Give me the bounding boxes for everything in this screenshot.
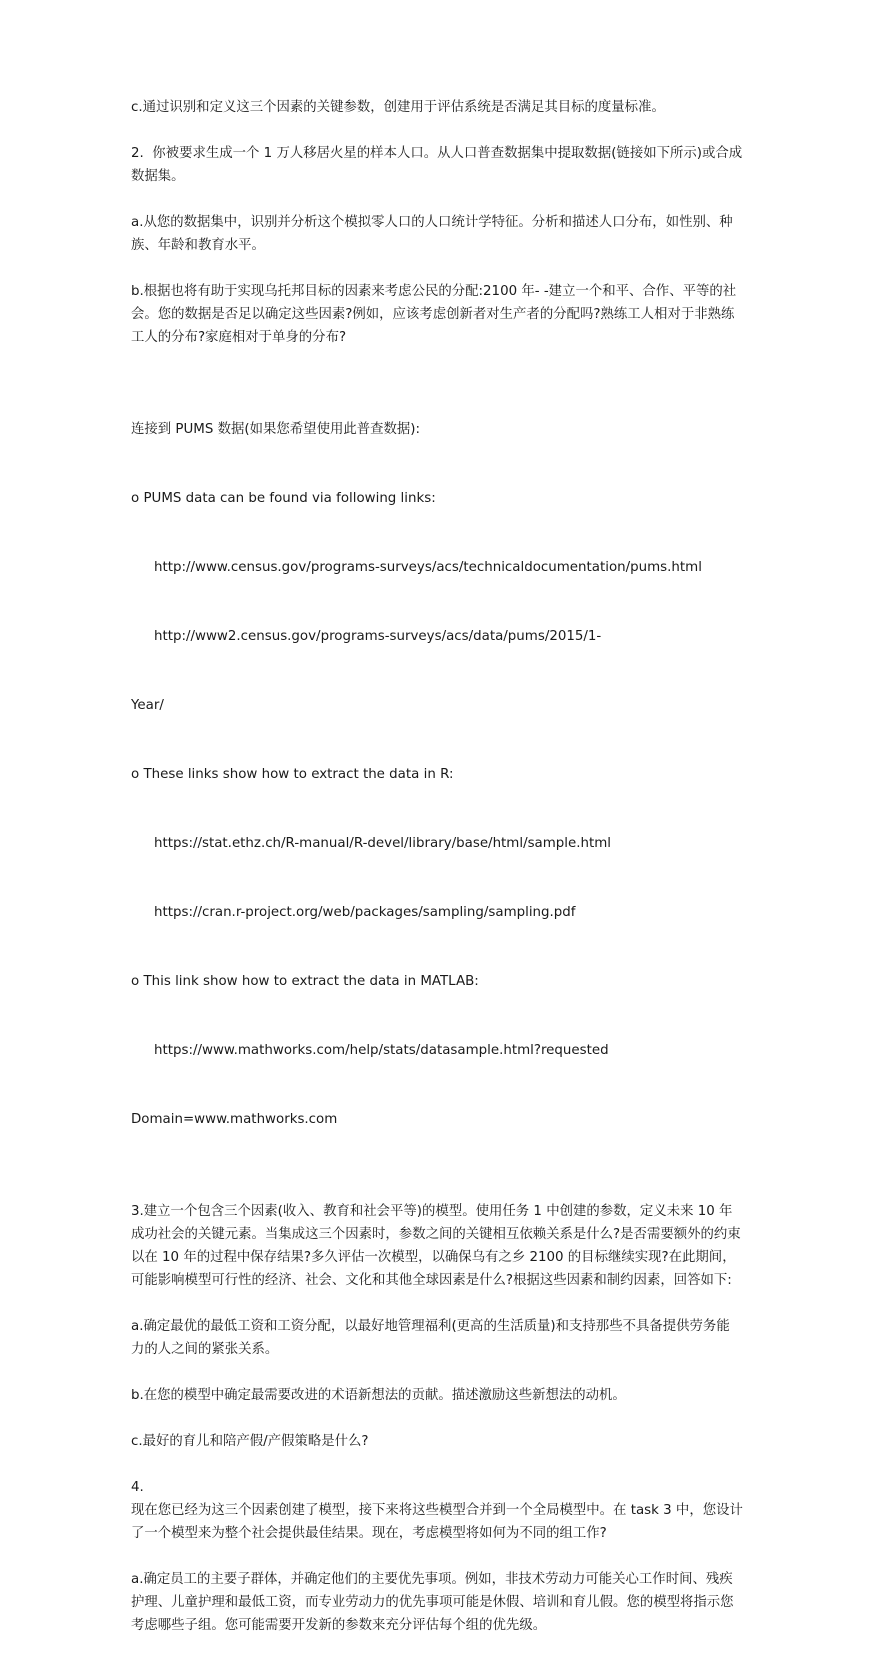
pums-intro: 连接到 PUMS 数据(如果您希望使用此普查数据):: [131, 422, 421, 437]
document-page: [131, 96, 743, 1660]
pums-link-3[interactable]: https://stat.ethz.ch/R-manual/R-devel/library/base/html/sample.html: [154, 836, 612, 851]
pums-link-5[interactable]: https://www.mathworks.com/help/stats/datasample.html?requested: [154, 1043, 609, 1058]
question-3a: a.确定最优的最低工资和工资分配，以最好地管理福利(更高的生活质量)和支持那些不具备提供劳务能力的人之间的紧张关系。: [131, 1319, 730, 1357]
pums-bullet-3: o This link show how to extract the data in MATLAB:: [131, 974, 479, 989]
pums-link-1[interactable]: http://www.census.gov/programs-surveys/acs/technicaldocumentation/pums.html: [154, 560, 702, 575]
question-4a: a.确定员工的主要子群体，并确定他们的主要优先事项。例如，非技术劳动力可能关心工作时间、残疾护理、儿童护理和最低工资，而专业劳动力的优先事项可能是休假、培训和育儿假。您的模型将指示您考虑哪些子组。您可能需要开发新的参数来充分评估每个组的优先级。: [131, 1572, 734, 1633]
pums-link-2[interactable]: http://www2.census.gov/programs-surveys/acs/data/pums/2015/1-: [154, 629, 602, 644]
question-3: 3.建立一个包含三个因素(收入、教育和社会平等)的模型。使用任务 1 中创建的参数，定义未来 10 年成功社会的关键元素。当集成这三个因素时，参数之间的关键相互依赖关系是什么?是否需要额外的约束以在 10 年的过程中保存结果?多久评估一次模型，以确保乌有之乡 2100 的目标继续实现?在此期间，可能影响模型可行性的经济、社会、文化和其他全球因素是什么?根据这些因素和制约因素，回答如下:: [131, 1204, 741, 1288]
pums-links-block: [131, 372, 743, 1177]
paragraph-1c: c.通过识别和定义这三个因素的关键参数，创建用于评估系统是否满足其目标的度量标准。: [131, 100, 665, 115]
question-2a: a.从您的数据集中，识别并分析这个模拟零人口的人口统计学特征。分析和描述人口分布，如性别、种族、年龄和教育水平。: [131, 215, 733, 253]
question-2-title: 2. 你被要求生成一个 1 万人移居火星的样本人口。从人口普查数据集中提取数据(链接如下所示)或合成数据集。: [131, 146, 743, 184]
pums-link-5-cont[interactable]: Domain=www.mathworks.com: [131, 1112, 338, 1127]
pums-bullet-2: o These links show how to extract the data in R:: [131, 767, 454, 782]
pums-link-2-cont[interactable]: Year/: [131, 698, 164, 713]
question-2b: b.根据也将有助于实现乌托邦目标的因素来考虑公民的分配:2100 年- -建立一个和平、合作、平等的社会。您的数据是否足以确定这些因素?例如，应该考虑创新者对生产者的分配吗?熟练工人相对于非熟练工人的分布?家庭相对于单身的分布?: [131, 284, 737, 345]
question-3c: c.最好的育儿和陪产假/产假策略是什么?: [131, 1434, 369, 1449]
pums-link-4[interactable]: https://cran.r-project.org/web/packages/sampling/sampling.pdf: [154, 905, 576, 920]
question-4-number: 4.: [131, 1480, 144, 1495]
question-4: 现在您已经为这三个因素创建了模型，接下来将这些模型合并到一个全局模型中。在 task 3 中，您设计了一个模型来为整个社会提供最佳结果。现在，考虑模型将如何为不同的组工作?: [131, 1503, 743, 1541]
pums-bullet-1: o PUMS data can be found via following links:: [131, 491, 436, 506]
question-3b: b.在您的模型中确定最需要改进的术语新想法的贡献。描述激励这些新想法的动机。: [131, 1388, 626, 1403]
